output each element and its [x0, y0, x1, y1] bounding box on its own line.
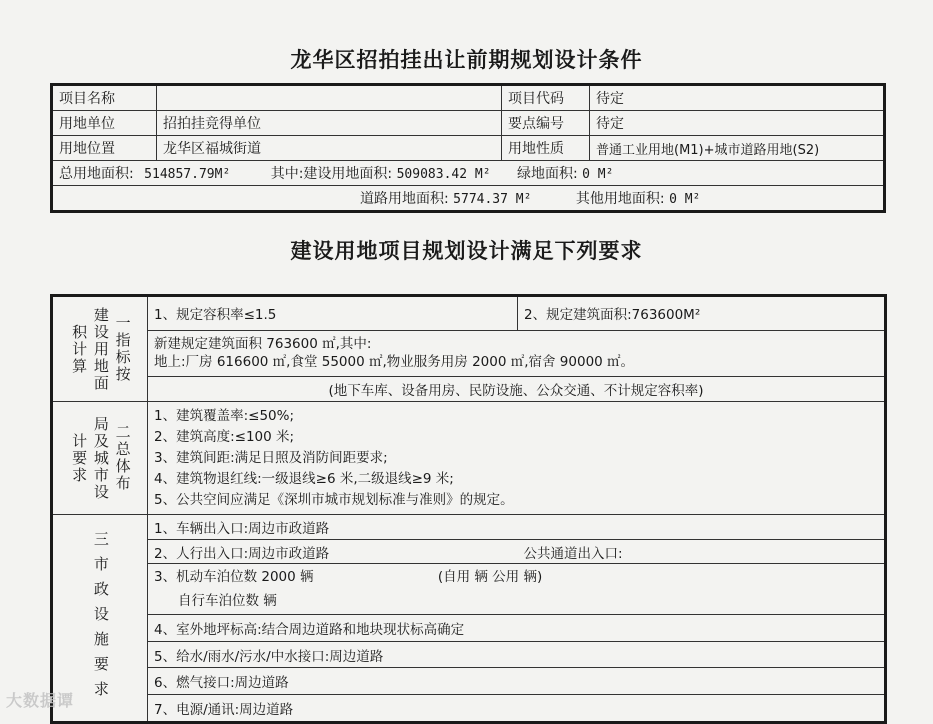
vehicle-entrance: 1、车辆出入口:周边市政道路 [148, 515, 886, 540]
table-row [52, 376, 886, 402]
project-code-label: 项目代码 [502, 85, 590, 111]
table-row [52, 515, 886, 540]
list-item: 4、建筑物退红线:一级退线≥6 米,二级退线≥9 米; [154, 470, 454, 487]
table-row [52, 161, 885, 186]
section3-label: 三市政设施要求 [91, 530, 110, 706]
table-row [52, 402, 886, 515]
land-user-value: 招拍挂竞得单位 [157, 111, 502, 136]
table-row [52, 111, 885, 136]
other-area-label: 其他用地面积: [575, 191, 665, 207]
table-row [52, 186, 885, 212]
watermark: 大数据谭 [6, 691, 75, 710]
far-requirement: 1、规定容积率≤1.5 [148, 296, 518, 331]
section2-col1-label: 计要求 [70, 432, 89, 484]
gfa-detail-1: 新建规定建筑面积 763600 ㎡,其中: [154, 336, 372, 353]
build-area-value: 509083.42 M² [396, 167, 491, 182]
table-row [52, 641, 886, 668]
list-item: 2、建筑高度:≤100 米; [154, 428, 295, 445]
section2-col2-label: 局及城市设 [91, 415, 110, 501]
table-row [52, 668, 886, 695]
section-title: 建设用地项目规划设计满足下列要求 [290, 239, 643, 263]
total-area-value: 514857.79M² [144, 167, 231, 182]
water-connection: 5、给水/雨水/污水/中水接口:周边道路 [148, 641, 886, 668]
pedestrian-entrance: 2、人行出入口:周边市政道路 [148, 539, 518, 564]
bike-parking: 自行车泊位数 辆 [178, 593, 277, 610]
table-row [52, 296, 886, 331]
land-nature-value: 普通工业用地(M1)+城市道路用地(S2) [590, 136, 885, 161]
section1-col2-label: 建设用地面 [91, 306, 110, 392]
requirements-table [50, 294, 887, 724]
section1-col3-label: 一指标按 [113, 315, 132, 383]
table-row [52, 330, 886, 376]
list-item: 1、建筑覆盖率:≤50%; [154, 407, 295, 424]
parking-detail: (自用 辆 公用 辆) [437, 569, 543, 586]
land-nature-label: 用地性质 [502, 136, 590, 161]
list-item: 5、公共空间应满足《深圳市城市规划标准与准则》的规定。 [154, 491, 514, 508]
location-value: 龙华区福城街道 [157, 136, 502, 161]
info-table [50, 83, 886, 213]
list-item: 3、建筑间距:满足日照及消防间距要求; [154, 449, 388, 466]
build-area-label: 其中:建设用地面积: [270, 166, 393, 182]
land-user-label: 用地单位 [52, 111, 157, 136]
other-area-value: 0 M² [669, 192, 701, 207]
location-label: 用地位置 [52, 136, 157, 161]
table-row [52, 85, 885, 111]
project-name-value [157, 85, 502, 111]
total-area-label: 总用地面积: [59, 166, 134, 182]
road-area-label: 道路用地面积: [360, 191, 449, 207]
gfa-detail-2: 地上:厂房 616600 ㎡,食堂 55000 ㎡,物业服务用房 2000 ㎡,宿舍 90000 ㎡。 [154, 354, 635, 371]
power-connection: 7、电源/通讯:周边道路 [148, 695, 886, 723]
public-passage-entrance: 公共通道出入口: [518, 539, 886, 564]
key-no-value: 待定 [590, 111, 885, 136]
table-row [52, 136, 885, 161]
motor-parking: 3、机动车泊位数 2000 辆 [154, 569, 314, 586]
page-title: 龙华区招拍挂出让前期规划设计条件 [290, 48, 643, 72]
project-code-value: 待定 [590, 85, 885, 111]
far-exclusion-note: (地下车库、设备用房、民防设施、公众交通、不计规定容积率) [148, 376, 886, 402]
gfa-requirement: 2、规定建筑面积:763600M² [518, 296, 886, 331]
green-area-label: 绿地面积: [516, 166, 578, 182]
table-row [52, 695, 886, 723]
project-name-label: 项目名称 [52, 85, 157, 111]
table-row [52, 539, 886, 564]
road-area-value: 5774.37 M² [453, 192, 532, 207]
table-row [52, 564, 886, 614]
gas-connection: 6、燃气接口:周边道路 [148, 668, 886, 695]
key-no-label: 要点编号 [502, 111, 590, 136]
table-row [52, 614, 886, 641]
green-area-value: 0 M² [582, 167, 614, 182]
section1-col1-label: 积计算 [70, 323, 89, 375]
ground-elevation: 4、室外地坪标高:结合周边道路和地块现状标高确定 [148, 614, 886, 641]
section2-col3-label: 二总体布 [113, 424, 132, 492]
